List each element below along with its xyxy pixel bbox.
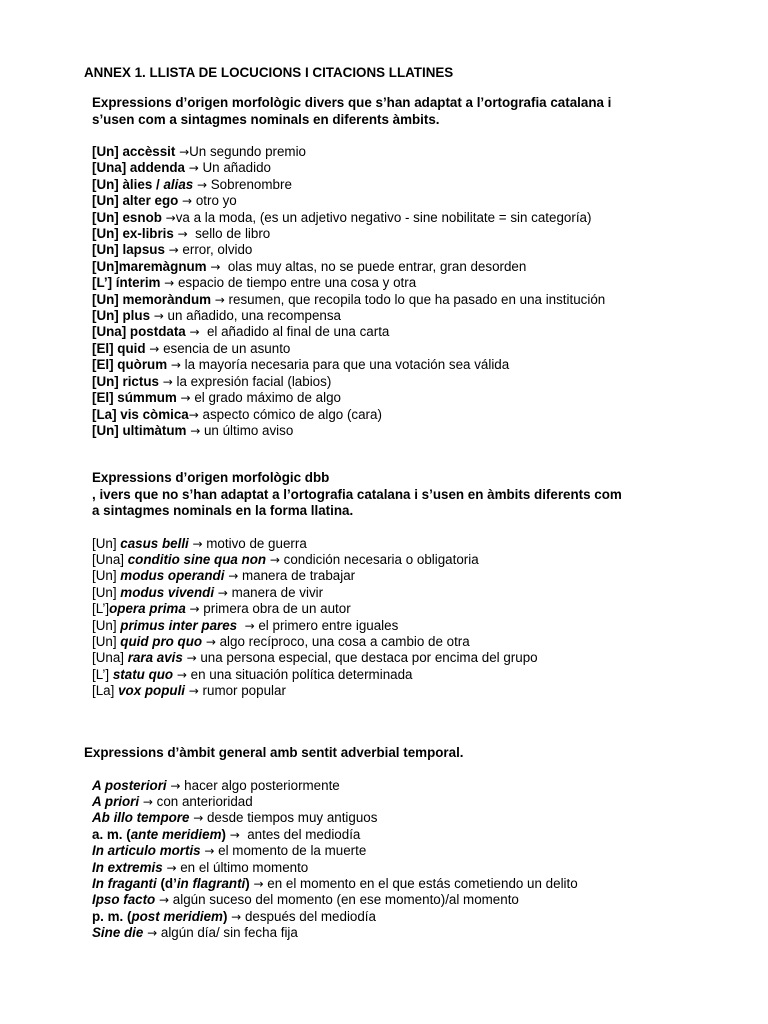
list-item bbox=[92, 552, 622, 568]
section-3 bbox=[84, 745, 578, 942]
entry-term: Sine die bbox=[92, 925, 144, 941]
list-item bbox=[92, 601, 622, 617]
entry-text: un último aviso bbox=[200, 422, 294, 438]
entry-text: el grado máximo de algo bbox=[190, 390, 341, 406]
entry-text: después del mediodía bbox=[241, 908, 376, 924]
entry-text: motivo de guerra bbox=[202, 535, 307, 551]
entry-text: el añadido al final de una carta bbox=[199, 324, 390, 340]
section-1 bbox=[92, 95, 611, 439]
list-item bbox=[92, 794, 578, 810]
list-item bbox=[92, 667, 622, 683]
entry-list bbox=[92, 144, 611, 439]
list-item bbox=[92, 925, 578, 941]
list-item bbox=[92, 568, 622, 584]
section-heading-line: , ivers que no s’han adaptat a l’ortografia catalana i s’usen en àmbits diferents com bbox=[92, 486, 622, 502]
entry-term: ) bbox=[221, 826, 226, 842]
list-item bbox=[92, 357, 611, 373]
section-heading-line: Expressions d’àmbit general amb sentit adverbial temporal. bbox=[84, 745, 464, 760]
entry-term: Ab illo tempore bbox=[92, 810, 190, 826]
entry-term: [La] vis còmica bbox=[92, 406, 189, 422]
entry-term: In articulo mortis bbox=[92, 843, 201, 859]
arrow-icon: → bbox=[149, 341, 160, 356]
arrow-icon: → bbox=[217, 585, 228, 600]
list-item bbox=[92, 324, 611, 340]
arrow-icon: → bbox=[205, 634, 216, 649]
entry-term: p. m. ( bbox=[92, 908, 132, 924]
list-item bbox=[92, 843, 578, 859]
entry-text: [Una] bbox=[92, 650, 128, 666]
entry-term: [Un] ex-libris bbox=[92, 226, 178, 242]
arrow-icon: → bbox=[177, 227, 188, 242]
entry-term: quid pro quo bbox=[120, 633, 203, 649]
arrow-icon: → bbox=[165, 210, 176, 225]
entry-term: modus operandi bbox=[120, 568, 225, 584]
arrow-icon: → bbox=[153, 309, 164, 324]
list-item bbox=[92, 860, 578, 876]
entry-term: [Un] ultimàtum bbox=[92, 422, 191, 438]
entry-text: antes del mediodía bbox=[239, 826, 361, 842]
arrow-icon: → bbox=[190, 423, 201, 438]
entry-text: en el momento en el que estás cometiendo un delito bbox=[263, 875, 578, 891]
entry-text: aspecto cómico de algo (cara) bbox=[198, 406, 382, 422]
entry-text: algún día/ sin fecha fija bbox=[157, 925, 298, 941]
entry-text: rumor popular bbox=[198, 683, 286, 699]
entry-term: [Un] memoràndum bbox=[92, 291, 215, 307]
section-heading bbox=[92, 95, 611, 128]
list-item bbox=[92, 341, 611, 357]
arrow-icon: → bbox=[269, 552, 280, 567]
entry-term: [Un] accèssit bbox=[92, 144, 180, 159]
entry-term: opera prima bbox=[109, 601, 186, 617]
entry-term: a. m. ( bbox=[92, 826, 131, 842]
list-item bbox=[92, 259, 611, 275]
entry-term: primus inter pares bbox=[120, 617, 238, 633]
list-item bbox=[92, 390, 611, 406]
entry-text: la mayoría necesaria para que una votación sea válida bbox=[180, 357, 510, 373]
list-item bbox=[92, 536, 622, 552]
entry-term: [Un] àlies / bbox=[92, 176, 164, 192]
list-item bbox=[92, 650, 622, 666]
entry-text bbox=[237, 618, 244, 633]
entry-term: [El] quòrum bbox=[92, 357, 171, 373]
section-2 bbox=[92, 470, 622, 700]
entry-text: algo recíproco, una cosa a cambio de otra bbox=[215, 633, 470, 649]
entry-text: otro yo bbox=[192, 193, 237, 209]
arrow-icon: → bbox=[196, 177, 208, 192]
entry-term: Ipso facto bbox=[92, 892, 156, 908]
section-heading-line: s’usen com a sintagmes nominals en diferents àmbits. bbox=[92, 111, 440, 127]
list-item bbox=[92, 876, 578, 892]
entry-text: algún suceso del momento (en ese momento)/al momento bbox=[169, 892, 519, 908]
entry-text: espacio de tiempo entre una cosa y otra bbox=[174, 275, 417, 291]
list-item bbox=[92, 226, 611, 242]
entry-term: [Un] lapsus bbox=[92, 242, 169, 258]
list-item bbox=[92, 308, 611, 324]
arrow-icon: → bbox=[164, 276, 175, 291]
list-item bbox=[92, 585, 622, 601]
entry-term: In extremis bbox=[92, 859, 163, 875]
arrow-icon: → bbox=[189, 325, 200, 340]
list-item bbox=[92, 618, 622, 634]
arrow-icon: → bbox=[188, 684, 199, 699]
entry-term: alias bbox=[163, 176, 194, 192]
entry-text: error, olvido bbox=[178, 242, 253, 258]
entry-text: con anterioridad bbox=[152, 793, 253, 809]
entry-text: manera de vivir bbox=[227, 584, 324, 600]
entry-term: vox populi bbox=[118, 683, 186, 699]
entry-list bbox=[92, 536, 622, 700]
list-item bbox=[92, 634, 622, 650]
entry-text: [Un] bbox=[92, 617, 121, 633]
entry-text: condición necesaria o obligatoria bbox=[279, 551, 479, 567]
entry-text: olas muy altas, no se puede entrar, gran desorden bbox=[220, 258, 527, 274]
entry-term: post meridiem bbox=[131, 908, 223, 924]
entry-term: [El] súmmum bbox=[92, 390, 181, 406]
arrow-icon: → bbox=[210, 259, 221, 274]
entry-term: statu quo bbox=[112, 666, 174, 682]
arrow-icon: → bbox=[170, 778, 181, 793]
entry-text: hacer algo posteriormente bbox=[180, 777, 340, 793]
entry-text: Un segundo premio bbox=[189, 144, 307, 159]
entry-text: [Un] bbox=[92, 568, 121, 584]
arrow-icon: → bbox=[189, 602, 200, 617]
entry-term: ) bbox=[245, 875, 250, 891]
list-item bbox=[92, 423, 611, 439]
list-item bbox=[92, 827, 578, 843]
arrow-icon: → bbox=[188, 161, 199, 176]
arrow-icon: → bbox=[188, 407, 199, 422]
entry-text: manera de trabajar bbox=[238, 568, 356, 584]
section-heading-line: a sintagmes nominals en la forma llatina. bbox=[92, 503, 354, 518]
arrow-icon: → bbox=[180, 391, 191, 406]
arrow-icon: → bbox=[244, 618, 255, 633]
arrow-icon: → bbox=[228, 569, 239, 584]
list-item bbox=[92, 407, 611, 423]
entry-term: in flagranti bbox=[176, 875, 246, 891]
entry-text: Un añadido bbox=[198, 160, 271, 176]
entry-term: [Un]maremàgnum bbox=[92, 258, 211, 274]
list-item bbox=[92, 778, 578, 794]
list-item bbox=[92, 193, 611, 209]
arrow-icon: → bbox=[170, 358, 181, 373]
list-item bbox=[92, 292, 611, 308]
list-item bbox=[92, 275, 611, 291]
entry-text: el primero entre iguales bbox=[254, 617, 399, 633]
entry-text: en el último momento bbox=[176, 859, 309, 875]
arrow-icon: → bbox=[214, 292, 225, 307]
entry-term: In fraganti bbox=[92, 875, 157, 891]
list-item bbox=[92, 177, 611, 193]
entry-text: sello de libro bbox=[187, 226, 271, 242]
arrow-icon: → bbox=[229, 827, 240, 842]
entry-term: A priori bbox=[92, 793, 140, 809]
document-title: ANNEX 1. LLISTA DE LOCUCIONS I CITACIONS LLATINES bbox=[84, 65, 454, 80]
arrow-icon: → bbox=[186, 651, 197, 666]
arrow-icon: → bbox=[179, 145, 190, 159]
entry-term: [Un] esnob bbox=[92, 209, 166, 225]
entry-text: [Un] bbox=[92, 535, 121, 551]
arrow-icon: → bbox=[176, 667, 187, 682]
entry-text: [Un] bbox=[92, 633, 121, 649]
entry-term: A posteriori bbox=[92, 777, 167, 793]
entry-term: ante meridiem bbox=[130, 826, 222, 842]
entry-text: una persona especial, que destaca por encima del grupo bbox=[196, 650, 538, 666]
entry-term: [Un] alter ego bbox=[92, 193, 183, 209]
list-item bbox=[92, 210, 611, 226]
arrow-icon: → bbox=[147, 926, 158, 941]
arrow-icon: → bbox=[158, 893, 170, 908]
entry-term: conditio sine qua non bbox=[127, 551, 267, 567]
entry-text: resumen, que recopila todo lo que ha pasado en una institución bbox=[224, 291, 606, 307]
section-heading bbox=[92, 470, 622, 520]
arrow-icon: → bbox=[204, 844, 215, 859]
arrow-icon: → bbox=[142, 794, 153, 809]
entry-term: ) bbox=[222, 908, 228, 924]
section-heading bbox=[84, 745, 578, 762]
entry-term: [Una] postdata bbox=[92, 324, 190, 340]
entry-text: [L’] bbox=[92, 666, 113, 682]
entry-term: (d’ bbox=[156, 875, 177, 891]
arrow-icon: → bbox=[192, 536, 203, 551]
entry-term: rara avis bbox=[127, 650, 183, 666]
arrow-icon: → bbox=[166, 860, 177, 875]
entry-text: el momento de la muerte bbox=[214, 843, 367, 859]
arrow-icon: → bbox=[193, 811, 204, 826]
arrow-icon: → bbox=[182, 194, 193, 209]
list-item bbox=[92, 374, 611, 390]
entry-text: [L’] bbox=[92, 601, 110, 617]
list-item bbox=[92, 144, 611, 160]
entry-text: en una situación política determinada bbox=[186, 666, 413, 682]
arrow-icon: → bbox=[231, 909, 242, 924]
entry-term: modus vivendi bbox=[120, 584, 215, 600]
arrow-icon: → bbox=[253, 876, 264, 891]
arrow-icon: → bbox=[168, 243, 179, 258]
list-item bbox=[92, 909, 578, 925]
entry-text: [La] bbox=[92, 683, 119, 699]
entry-text: [Una] bbox=[92, 551, 128, 567]
entry-text: la expresión facial (labios) bbox=[172, 373, 332, 389]
entry-term: [El] quid bbox=[92, 340, 150, 356]
arrow-icon: → bbox=[162, 374, 173, 389]
list-item bbox=[92, 160, 611, 176]
entry-term: [Una] addenda bbox=[92, 160, 189, 176]
entry-term: [L’] ínterim bbox=[92, 275, 165, 291]
list-item bbox=[92, 892, 578, 908]
entry-term: [Un] rictus bbox=[92, 373, 163, 389]
entry-text: un añadido, una recompensa bbox=[163, 308, 341, 324]
entry-term: [Un] plus bbox=[92, 308, 154, 324]
entry-text: esencia de un asunto bbox=[159, 340, 291, 356]
section-heading-line: Expressions d’origen morfològic divers que s’han adaptat a l’ortografia catalana i bbox=[92, 95, 612, 110]
entry-text: desde tiempos muy antiguos bbox=[203, 810, 378, 826]
list-item bbox=[92, 242, 611, 258]
entry-list bbox=[84, 778, 578, 942]
list-item bbox=[92, 810, 578, 826]
entry-term: casus belli bbox=[120, 535, 189, 551]
entry-text: primera obra de un autor bbox=[199, 601, 351, 617]
list-item bbox=[92, 683, 622, 699]
section-heading-line: Expressions d’origen morfològic dbb bbox=[92, 470, 330, 485]
entry-text: Sobrenombre bbox=[207, 176, 292, 192]
entry-text: va a la moda, (es un adjetivo negativo - sine nobilitate = sin categoría) bbox=[175, 209, 592, 225]
entry-text: [Un] bbox=[92, 584, 121, 600]
